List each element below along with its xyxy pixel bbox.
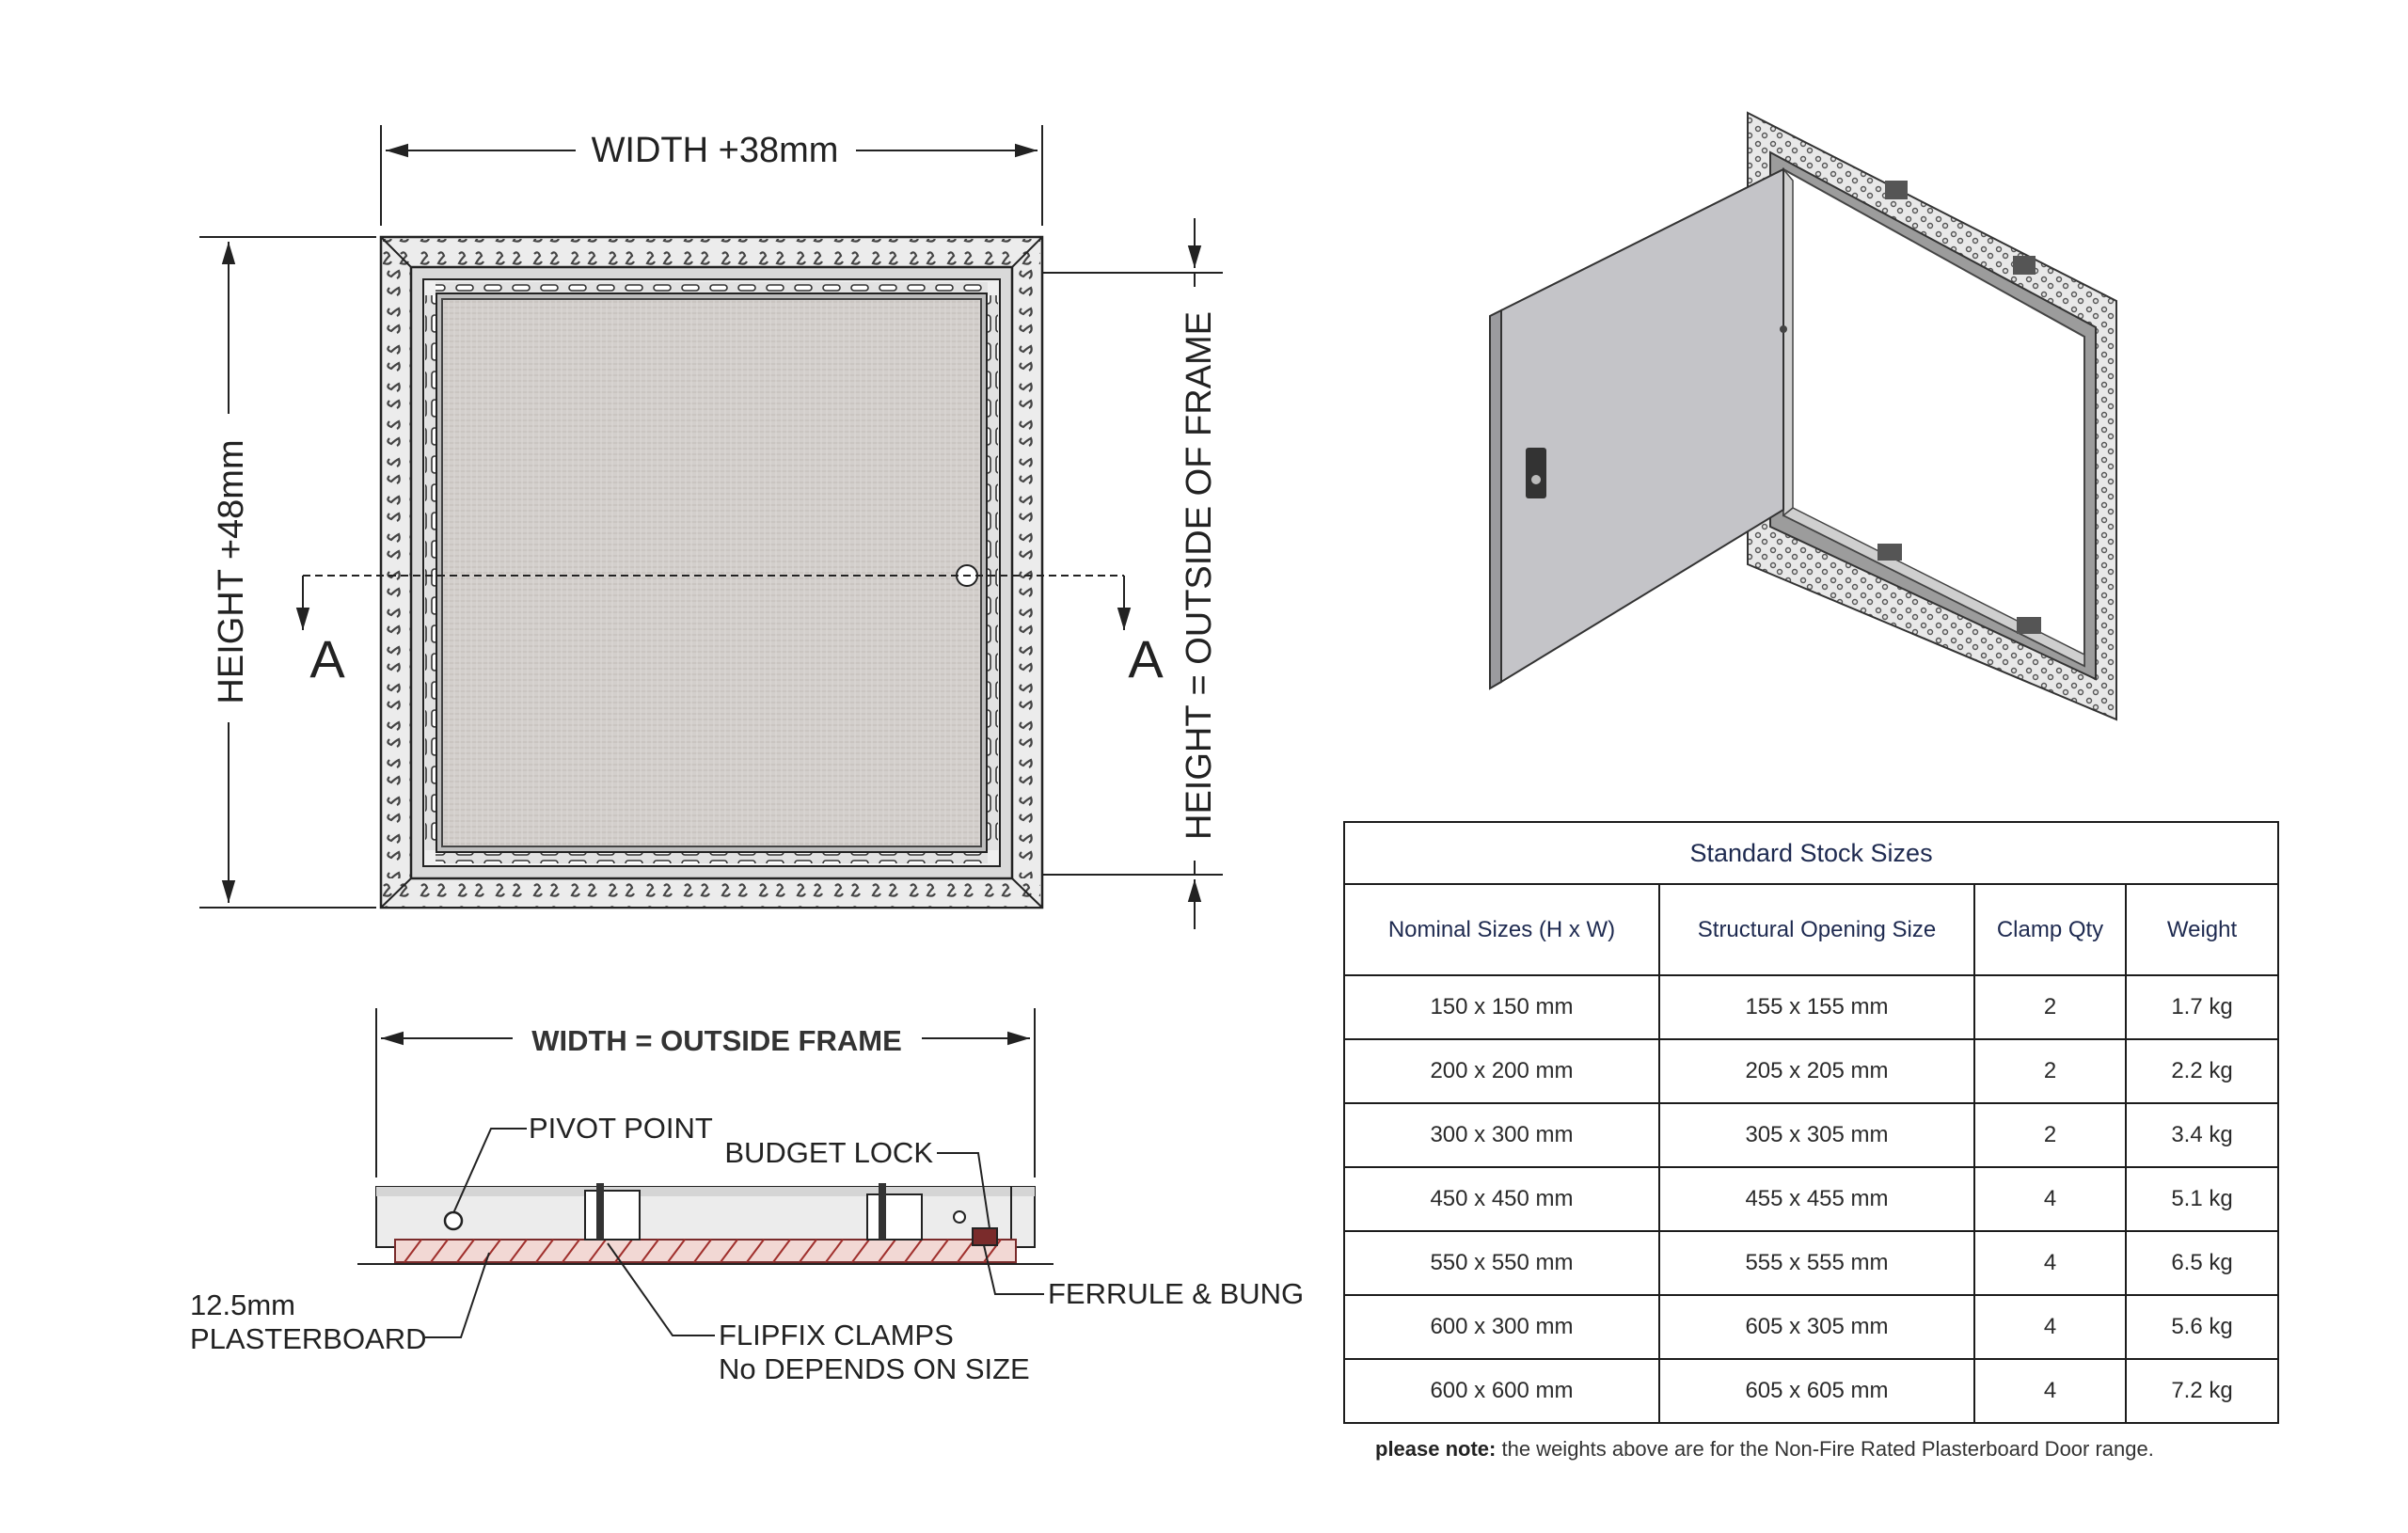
clamp-qty-cell: 2 xyxy=(1974,1039,2126,1103)
clamps-quantity-label: No DEPENDS ON SIZE xyxy=(719,1352,1030,1385)
clamp-qty-cell: 2 xyxy=(1974,975,2126,1039)
weight-cell: 6.5 kg xyxy=(2126,1231,2278,1295)
nominal-size-cell: 550 x 550 mm xyxy=(1344,1231,1659,1295)
clamp-qty-cell: 2 xyxy=(1974,1103,2126,1167)
plasterboard-label: PLASTERBOARD xyxy=(190,1322,427,1355)
header-clamp-qty: Clamp Qty xyxy=(1974,884,2126,975)
header-structural-opening: Structural Opening Size xyxy=(1659,884,1974,975)
table-row xyxy=(1344,1039,2278,1103)
table-row xyxy=(1344,1295,2278,1359)
weights-note xyxy=(1375,1437,2154,1462)
budget-lock-label: BUDGET LOCK xyxy=(724,1136,933,1169)
opening-size-cell: 605 x 305 mm xyxy=(1659,1295,1974,1359)
nominal-size-cell: 600 x 300 mm xyxy=(1344,1295,1659,1359)
flipfix-clamps-label: FLIPFIX CLAMPS xyxy=(719,1319,954,1351)
note-prefix: please note: xyxy=(1375,1437,1497,1461)
table-row xyxy=(1344,1231,2278,1295)
open-door-leaf xyxy=(1501,169,1783,682)
nominal-size-cell: 150 x 150 mm xyxy=(1344,975,1659,1039)
stock-sizes-table xyxy=(1343,821,2279,1424)
pivot-point-label: PIVOT POINT xyxy=(529,1112,713,1145)
opening-size-cell: 305 x 305 mm xyxy=(1659,1103,1974,1167)
table-row xyxy=(1344,975,2278,1039)
weight-cell: 5.1 kg xyxy=(2126,1167,2278,1231)
weight-cell: 3.4 kg xyxy=(2126,1103,2278,1167)
weight-cell: 5.6 kg xyxy=(2126,1295,2278,1359)
clamp-qty-cell: 4 xyxy=(1974,1167,2126,1231)
table-title: Standard Stock Sizes xyxy=(1344,822,2278,884)
clamp-qty-cell: 4 xyxy=(1974,1295,2126,1359)
weight-cell: 1.7 kg xyxy=(2126,975,2278,1039)
opening-size-cell: 605 x 605 mm xyxy=(1659,1359,1974,1423)
table-row xyxy=(1344,1103,2278,1167)
door-panel xyxy=(442,299,981,846)
weight-cell: 2.2 kg xyxy=(2126,1039,2278,1103)
table-row xyxy=(1344,1359,2278,1423)
note-text: the weights above are for the Non-Fire Rated Plasterboard Door range. xyxy=(1496,1437,2154,1461)
section-marker-right: A xyxy=(1128,629,1164,688)
table-header-row xyxy=(1344,884,2278,975)
nominal-size-cell: 200 x 200 mm xyxy=(1344,1039,1659,1103)
door-lock-icon xyxy=(1526,448,1546,498)
plasterboard-size-label: 12.5mm xyxy=(190,1288,295,1321)
opening-size-cell: 155 x 155 mm xyxy=(1659,975,1974,1039)
height-plus-label: HEIGHT +48mm xyxy=(212,439,251,704)
clamp-qty-cell: 4 xyxy=(1974,1231,2126,1295)
nominal-size-cell: 300 x 300 mm xyxy=(1344,1103,1659,1167)
table-row xyxy=(1344,1167,2278,1231)
opening-size-cell: 205 x 205 mm xyxy=(1659,1039,1974,1103)
isometric-door-view xyxy=(1467,94,2145,752)
width-outside-frame-label: WIDTH = OUTSIDE FRAME xyxy=(531,1024,902,1057)
opening-size-cell: 555 x 555 mm xyxy=(1659,1231,1974,1295)
header-nominal-sizes: Nominal Sizes (H x W) xyxy=(1344,884,1659,975)
weight-cell: 7.2 kg xyxy=(2126,1359,2278,1423)
ferrule-bung-label: FERRULE & BUNG xyxy=(1048,1277,1305,1310)
section-marker-left: A xyxy=(309,629,345,688)
stock-sizes-table-wrapper xyxy=(1343,821,2277,1424)
height-frame-label: HEIGHT = OUTSIDE OF FRAME xyxy=(1180,311,1219,840)
nominal-size-cell: 450 x 450 mm xyxy=(1344,1167,1659,1231)
opening-size-cell: 455 x 455 mm xyxy=(1659,1167,1974,1231)
clamp-qty-cell: 4 xyxy=(1974,1359,2126,1423)
header-weight: Weight xyxy=(2126,884,2278,975)
nominal-size-cell: 600 x 600 mm xyxy=(1344,1359,1659,1423)
width-plus-label: WIDTH +38mm xyxy=(591,131,839,170)
